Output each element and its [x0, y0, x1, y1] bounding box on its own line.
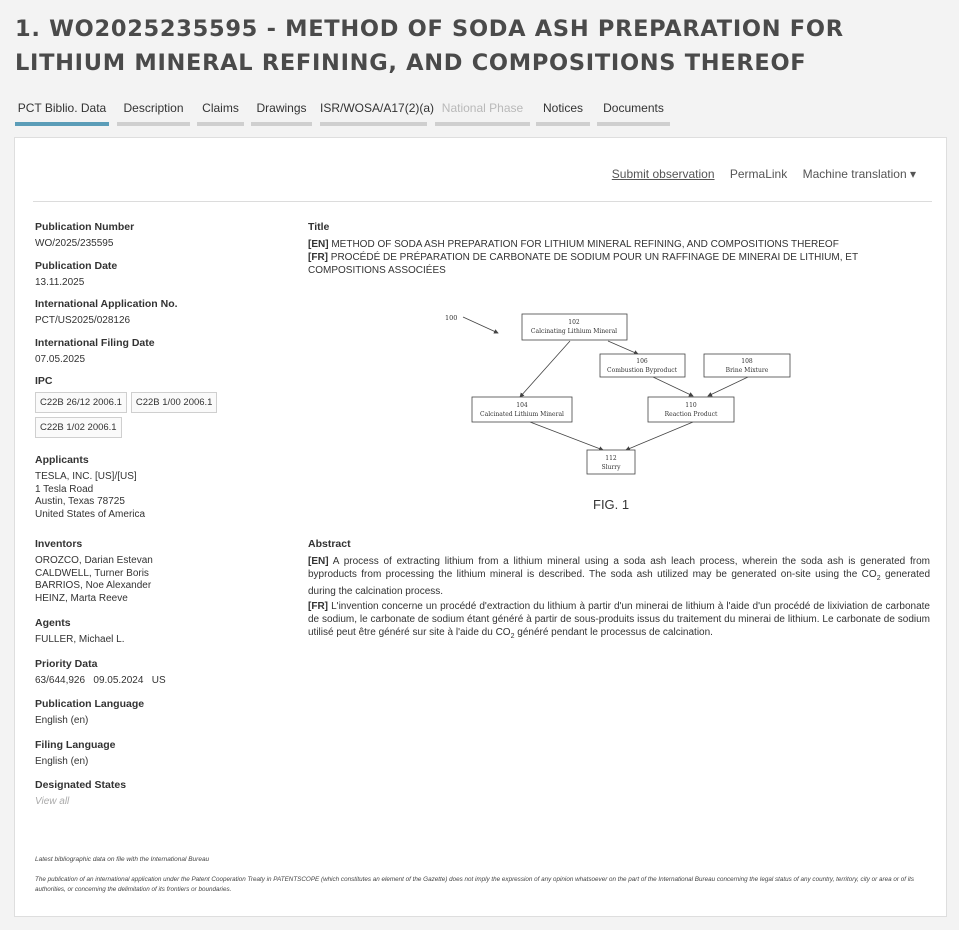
abstract-en	[308, 555, 930, 598]
tab-label: Claims	[202, 101, 239, 115]
ipc-chip[interactable]: C22B 1/02 2006.1	[35, 417, 122, 438]
applicant-address-line: Austin, Texas 78725	[35, 496, 125, 507]
filing-date-field	[35, 337, 275, 367]
agents-field	[35, 617, 275, 647]
abstract-section	[308, 538, 930, 643]
svg-text:104: 104	[516, 402, 528, 409]
publication-language-value: English (en)	[35, 715, 89, 726]
application-number-field	[35, 298, 275, 328]
abstract-fr-text: L'invention concerne un procédé d'extraction du lithium à partir d'un minerai de lithium à l'aide d'un procédé de lixiviation de carbonate de sodium, le carbonate de sodium étant généré à partir de sous-produits issus du traitement du minerai de lithium. Le carbonate de sodium utilisé peut être généré sur site à l'aide du CO	[308, 601, 930, 638]
tab-label: Description	[123, 101, 184, 115]
permalink-link[interactable]: PermaLink	[729, 167, 788, 181]
ipc-chip[interactable]: C22B 1/00 2006.1	[131, 392, 218, 413]
application-number-value: PCT/US2025/028126	[35, 315, 131, 326]
inventor-name: BARRIOS, Noe Alexander	[35, 580, 152, 591]
inventor-name: OROZCO, Darian Estevan	[35, 555, 153, 566]
abstract-fr	[308, 600, 930, 643]
publication-number-value: WO/2025/235595	[35, 238, 114, 249]
field-label: Filing Language	[35, 738, 116, 751]
priority-data-field	[35, 658, 275, 688]
footer-note: Latest bibliographic data on file with the International Bureau	[35, 856, 210, 863]
applicant-address-line: 1 Tesla Road	[35, 483, 94, 495]
abstract-label: Abstract	[308, 538, 351, 550]
filing-date-value: 07.05.2025	[35, 353, 86, 365]
svg-text:Calcinated Lithium Mineral: Calcinated Lithium Mineral	[480, 411, 564, 418]
svg-text:110: 110	[685, 402, 697, 409]
tab-label: ISR/WOSA/A17(2)(a)	[320, 101, 435, 115]
title-en-text: METHOD OF SODA ASH PREPARATION FOR LITHIUM MINERAL REFINING, AND COMPOSITIONS THEREOF	[331, 239, 839, 250]
page-title: 1. WO2025235595 - METHOD OF SODA ASH PREPARATION FOR LITHIUM MINERAL REFINING, AND COMPOSITIONS THEREOF	[15, 16, 844, 76]
tab-indicator	[15, 122, 109, 126]
tab-notices[interactable]	[536, 98, 590, 126]
toolbar-links	[600, 167, 916, 181]
abstract-fr-text: généré pendant le processus de calcination.	[514, 627, 713, 638]
svg-text:108: 108	[741, 358, 753, 365]
publication-date-field	[35, 260, 275, 290]
field-label: Agents	[35, 617, 71, 629]
svg-text:Calcinating Lithium Mineral: Calcinating Lithium Mineral	[530, 328, 618, 335]
field-label: Applicants	[35, 454, 89, 466]
tab-indicator	[197, 122, 244, 126]
ipc-field	[35, 375, 275, 442]
subscript: 2	[510, 633, 515, 640]
title-en	[308, 238, 930, 251]
field-label: IPC	[35, 375, 53, 387]
publication-date-value: 13.11.2025	[35, 276, 85, 288]
view-all-link[interactable]: View all	[35, 796, 70, 807]
flow-diagram	[308, 309, 930, 494]
ipc-chip[interactable]: C22B 26/12 2006.1	[35, 392, 127, 413]
footer-disclaimer: The publication of an international application under the Patent Cooperation Treaty in PATENTSCOPE (which constitutes an element of the Gazette) does not imply the expression of any opinion whatsoever on the part of the International Bureau concerning the legal status of any country, territory, city or area or of its authorities, or concerning the delimitation of its frontiers or boundaries.	[35, 876, 915, 893]
inventor-name: HEINZ, Marta Reeve	[35, 592, 128, 604]
tab-indicator	[117, 122, 190, 126]
tab-isr-wosa[interactable]	[320, 98, 435, 126]
applicants-field	[35, 454, 275, 521]
field-label: Publication Date	[35, 259, 118, 272]
field-label: Publication Language	[35, 698, 145, 710]
field-label: Priority Data	[35, 657, 98, 670]
inventor-name: CALDWELL, Turner Boris	[35, 567, 149, 579]
inventors-field	[35, 538, 275, 605]
tab-indicator	[597, 122, 670, 126]
abstract-en-text: generated during the calcination process.	[308, 569, 930, 597]
submit-observation-link[interactable]: Submit observation	[611, 167, 715, 181]
divider	[33, 201, 932, 202]
main-content	[308, 221, 930, 645]
svg-text:Brine Mixture: Brine Mixture	[725, 367, 769, 374]
biblio-fields	[35, 221, 275, 818]
figure-caption: FIG. 1	[593, 497, 630, 512]
ipc-list	[35, 392, 235, 442]
field-label: Designated States	[35, 779, 127, 791]
tab-label: National Phase	[441, 101, 524, 115]
node-brine-mixture	[704, 354, 790, 377]
designated-states-field	[35, 779, 275, 809]
publication-language-field	[35, 698, 275, 728]
svg-text:Slurry: Slurry	[601, 464, 621, 471]
svg-text:Combustion Byproduct: Combustion Byproduct	[607, 367, 677, 374]
field-label: International Application No.	[35, 298, 178, 310]
node-calcinated-lithium-mineral	[472, 397, 572, 422]
tab-indicator	[536, 122, 590, 126]
tab-description[interactable]	[117, 98, 190, 126]
tab-label: Drawings	[256, 101, 307, 115]
svg-text:Reaction Product: Reaction Product	[664, 411, 718, 418]
tab-documents[interactable]	[597, 98, 670, 126]
applicant-address-line: United States of America	[35, 508, 146, 520]
tab-label: Documents	[603, 101, 664, 115]
svg-text:112: 112	[605, 455, 617, 462]
applicant-name: TESLA, INC. [US]/[US]	[35, 471, 137, 482]
title-fr	[308, 251, 930, 277]
tab-claims[interactable]	[197, 98, 244, 126]
agent-name: FULLER, Michael L.	[35, 634, 125, 645]
title-fr-text: PROCÉDÉ DE PRÉPARATION DE CARBONATE DE SODIUM POUR UN RAFFINAGE DE MINERAI DE LITHIUM, ET COMPOSITIONS ASSOCIÉES	[308, 252, 858, 276]
node-slurry	[587, 450, 635, 474]
tab-label: PCT Biblio. Data	[17, 101, 107, 115]
node-combustion-byproduct	[600, 354, 685, 377]
tab-indicator	[435, 122, 530, 126]
svg-text:106: 106	[636, 358, 648, 365]
filing-language-field	[35, 739, 275, 769]
tab-indicator	[251, 122, 312, 126]
tab-national-phase	[435, 98, 530, 126]
subscript: 2	[876, 575, 881, 582]
title-section-label: Title	[308, 221, 330, 233]
ref-100-label: 100	[445, 314, 458, 322]
field-label: International Filing Date	[35, 336, 155, 349]
tab-drawings[interactable]	[251, 98, 312, 126]
node-calcinating-lithium-mineral	[522, 314, 627, 340]
tab-pct-biblio-data[interactable]	[15, 98, 109, 126]
lang-tag: [FR]	[308, 252, 328, 263]
node-reaction-product	[648, 397, 734, 422]
publication-number-field	[35, 221, 275, 251]
field-label: Inventors	[35, 538, 83, 550]
filing-language-value: English (en)	[35, 755, 89, 767]
svg-text:102: 102	[568, 319, 580, 326]
biblio-panel	[14, 137, 947, 917]
lang-tag: [EN]	[308, 239, 329, 250]
lang-tag: [FR]	[308, 601, 328, 612]
tab-label: Notices	[542, 101, 583, 115]
tab-indicator	[320, 122, 427, 126]
patent-figure	[308, 309, 930, 524]
field-label: Publication Number	[35, 221, 135, 233]
priority-data-value: 63/644,926 09.05.2024 US	[35, 674, 166, 686]
lang-tag: [EN]	[308, 556, 329, 567]
machine-translation-dropdown[interactable]: Machine translation ▾	[802, 167, 916, 181]
abstract-en-text: A process of extracting lithium from a lithium mineral using a soda ash leach process, wherein the soda ash is generated from byproducts from processing the lithium mineral is described. The soda ash utilized may be generated on-site using the CO	[308, 556, 931, 580]
